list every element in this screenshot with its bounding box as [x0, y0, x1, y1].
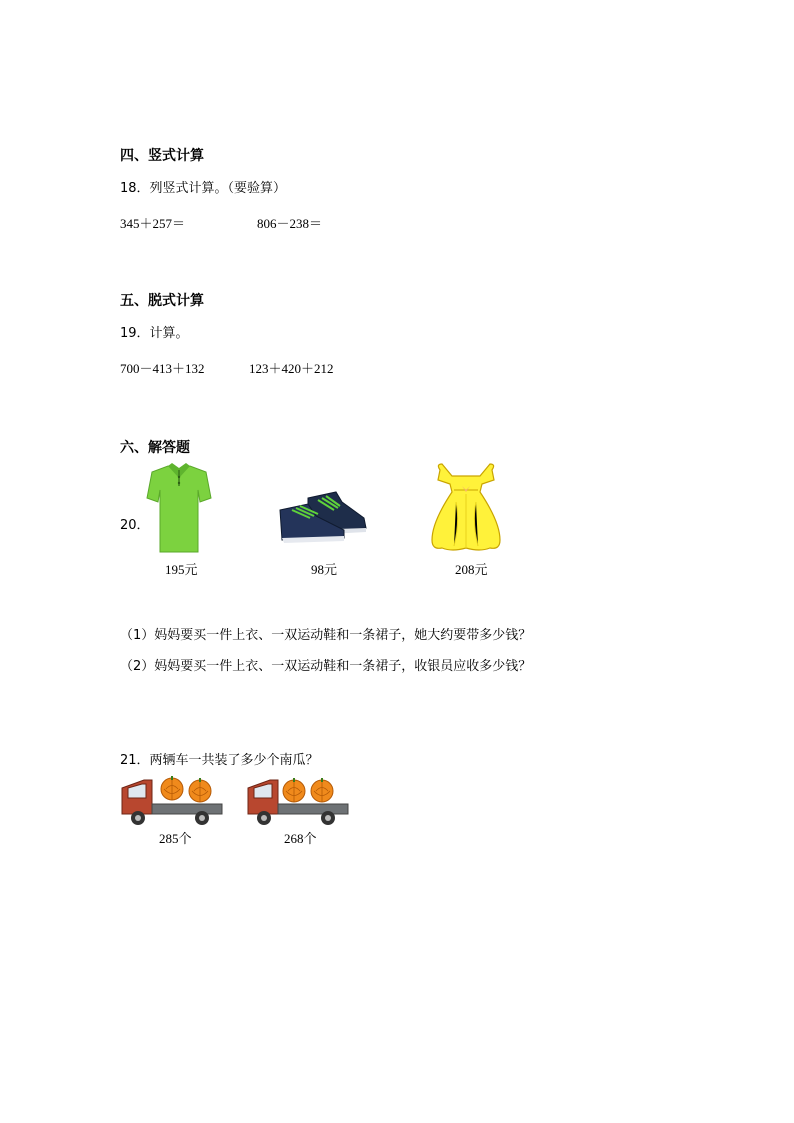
- question-18: 18．列竖式计算。（要验算）: [120, 181, 287, 196]
- polo-shirt-icon: [146, 460, 212, 554]
- question-19: 19．计算。: [120, 326, 189, 341]
- expression-123-420-212: 123＋420＋212: [249, 361, 334, 376]
- price-dress: 208元: [455, 562, 488, 577]
- expression-700-413-132: 700－413＋132: [120, 361, 205, 376]
- question-21: 21．两辆车一共装了多少个南瓜？: [120, 753, 319, 768]
- section-heading-word-problems: 六、解答题: [120, 440, 190, 456]
- truck-icon: [120, 776, 224, 828]
- price-shirt: 195元: [165, 562, 198, 577]
- truck-2-count: 268个: [284, 831, 317, 846]
- truck-1-count: 285个: [159, 831, 192, 846]
- question-20-number: 20．: [120, 518, 150, 533]
- sneakers-icon: [278, 488, 370, 544]
- section-heading-vertical-calc: 四、竖式计算: [120, 148, 204, 164]
- expression-345-257: 345＋257＝: [120, 216, 186, 231]
- dress-icon: [430, 462, 502, 552]
- truck-icon: [246, 776, 350, 828]
- price-sneakers: 98元: [311, 562, 338, 577]
- question-20-part-2: （2）妈妈要买一件上衣、一双运动鞋和一条裙子，收银员应收多少钱？: [120, 659, 532, 674]
- question-20-part-1: （1）妈妈要买一件上衣、一双运动鞋和一条裙子，她大约要带多少钱？: [120, 628, 532, 643]
- expression-806-238: 806－238＝: [257, 216, 323, 231]
- section-heading-step-calc: 五、脱式计算: [120, 293, 204, 309]
